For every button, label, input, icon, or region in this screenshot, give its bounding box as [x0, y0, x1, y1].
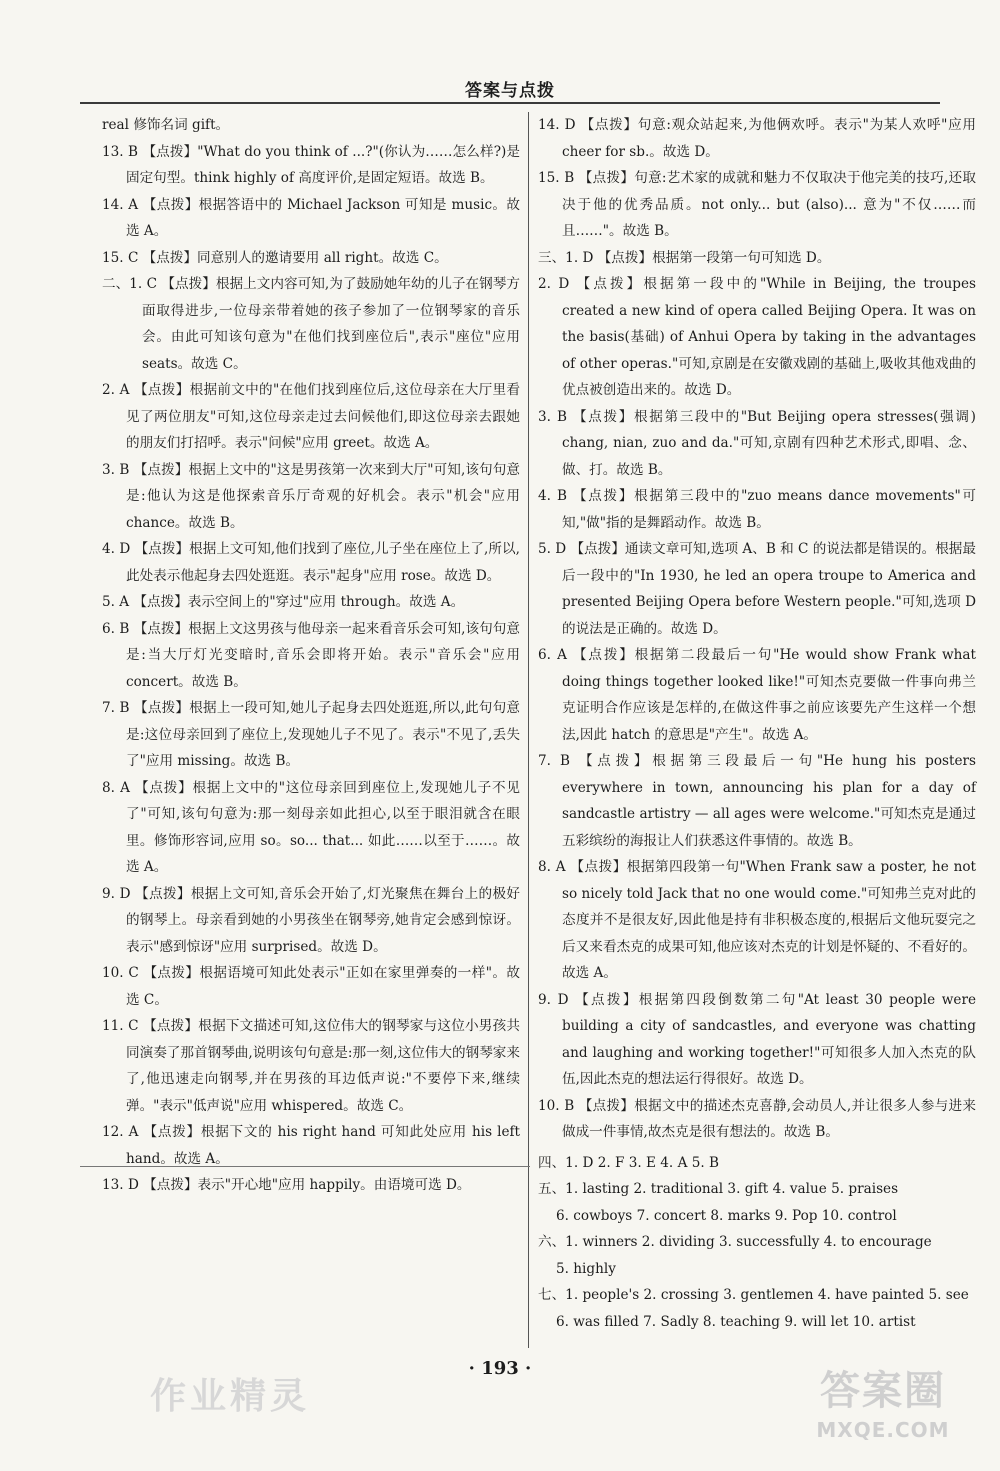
answer-item: 8. A 【点拨】根据上文中的"这位母亲回到座位上,发现她儿子不见了"可知,该句句意为:那一刻母亲如此担心,以至于眼泪就含在眼里。修饰形容词,应用 so。so... that... 如此……以至于……。故选 A。	[102, 779, 520, 875]
answer-item: 5. A 【点拨】表示空间上的"穿过"应用 through。故选 A。	[102, 594, 465, 610]
watermark-logo-text: 答案圈	[820, 1368, 946, 1414]
answer-item: 3. B 【点拨】根据上文中的"这是男孩第一次来到大厅"可知,该句句意是:他认为这是他探索音乐厅奇观的好机会。表示"机会"应用 chance。故选 B。	[102, 461, 520, 531]
answer-item: 三、1. D 【点拨】根据第一段第一句可知选 D。	[538, 249, 831, 266]
watermark-url: MXQE.COM	[816, 1418, 950, 1442]
answer-item: 7. B 【点拨】根据第三段最后一句"He hung his posters everywhere in town, announcing his plan for a day of sandcastle artistry — all ages were welcome."可知杰克是通过五彩缤纷的海报让人们获悉这件事情的。故选 B。	[538, 753, 976, 849]
short-answer-line: 六、1. winners 2. dividing 3. successfully 4. to encourage	[538, 1234, 932, 1250]
answer-item: 11. C 【点拨】根据下文描述可知,这位伟大的钢琴家与这位小男孩共同演奏了那首钢琴曲,说明该句句意是:那一刻,这位伟大的钢琴家来了,他迅速走向钢琴,并在男孩的耳边低声说:"不要停下来,继续弹。"表示"低声说"应用 whispered。故选 C。	[102, 1018, 520, 1114]
site-watermark	[788, 1365, 978, 1457]
answer-item: 13. B 【点拨】"What do you think of ...?"(你认为……怎么样?)是固定句型。think highly of 高度评价,是固定短语。故选 B。	[102, 143, 520, 186]
answer-item: 9. D 【点拨】根据第四段倒数第二句"At least 30 people were building a city of sandcastles, and everyone was chatting and laughing and working together!"可知很多人加入杰克的队伍,因此杰克的想法运行得很好。故选 D。	[538, 991, 976, 1087]
answer-item: 15. B 【点拨】句意:艺术家的成就和魅力不仅取决于他完美的技巧,还取决于他的优秀品质。not only... but (also)... 意为"不仅……而且……"。故选 B。	[538, 170, 976, 239]
page-header	[80, 76, 940, 104]
answer-item: 14. D 【点拨】句意:观众站起来,为他俩欢呼。表示"为某人欢呼"应用 cheer for sb.。故选 D。	[538, 117, 976, 160]
answer-item: 13. D 【点拨】表示"开心地"应用 happily。由语境可选 D。	[102, 1177, 471, 1193]
answer-item: 3. B 【点拨】根据第三段中的"But Beijing opera stresses(强调) chang, nian, zuo and da."可知,京剧有四种艺术形式,即唱、念、做、打。故选 B。	[538, 408, 976, 478]
answer-item: 二、1. C 【点拨】根据上文内容可知,为了鼓励她年幼的儿子在钢琴方面取得进步,一位母亲带着她的孩子参加了一位钢琴家的音乐会。由此可知该句意为"在他们找到座位后",表示"座位"应用 seats。故选 C。	[102, 276, 520, 372]
answer-item: 2. A 【点拨】根据前文中的"在他们找到座位后,这位母亲在大厅里看见了两位朋友"可知,这位母亲走过去问候他们,即这位母亲去跟她的朋友们打招呼。表示"问候"应用 greet。故选 A。	[102, 382, 520, 451]
answer-item: 8. A 【点拨】根据第四段第一句"When Frank saw a poster, he not so nicely told Jack that no one would come."可知弗兰克对此的态度并不是很友好,因此他是持有非积极态度的,根据后文他玩耍完之后又来看杰克的成果可知,他应该对杰克的计划是怀疑的、不看好的。故选 A。	[538, 859, 977, 981]
answer-item: 2. D 【点拨】根据第一段中的"While in Beijing, the troupes created a new kind of opera called Beijing Opera. It was on the basis(基础) of Anhui Opera by taking in the advantages of other operas."可知,京剧是在安徽戏剧的基础上,吸收其他戏曲的优点被创造出来的。故选 D。	[538, 276, 976, 398]
header-title: 答案与点拨	[465, 81, 555, 101]
short-answer-block	[538, 1150, 976, 1336]
answer-item: 12. A 【点拨】根据下文的 his right hand 可知此处应用 his left hand。故选 A。	[102, 1124, 520, 1167]
short-answer-line: 七、1. people's 2. crossing 3. gentlemen 4. have painted 5. see	[538, 1287, 969, 1303]
page-number: · 193 ·	[468, 1358, 532, 1379]
column-divider	[528, 112, 529, 1348]
answer-item: 9. D 【点拨】根据上文可知,音乐会开始了,灯光聚焦在舞台上的极好的钢琴上。母亲看到她的小男孩坐在钢琴旁,她肯定会感到惊讶。表示"感到惊讶"应用 surprised。故选 D。	[102, 885, 520, 955]
answer-item: 14. A 【点拨】根据答语中的 Michael Jackson 可知是 music。故选 A。	[102, 196, 520, 239]
answer-item: real 修饰名词 gift。	[102, 117, 230, 133]
answer-item: 10. B 【点拨】根据文中的描述杰克喜静,会动员人,并让很多人参与进来做成一件事情,故杰克是很有想法的。故选 B。	[538, 1097, 976, 1140]
short-answer-line: 五、1. lasting 2. traditional 3. gift 4. value 5. praises	[538, 1181, 899, 1197]
answer-item: 4. B 【点拨】根据第三段中的"zuo means dance movements"可知,"做"指的是舞蹈动作。故选 B。	[538, 488, 976, 531]
short-answer-line: 四、1. D 2. F 3. E 4. A 5. B	[538, 1154, 719, 1171]
answer-item: 7. B 【点拨】根据上一段可知,她儿子起身去四处逛逛,所以,此句句意是:这位母亲回到了座位上,发现她儿子不见了。表示"不见了,丢失了"应用 missing。故选 B。	[102, 700, 520, 769]
short-answer-line: 5. highly	[556, 1260, 616, 1277]
answer-item: 5. D 【点拨】通读文章可知,选项 A、B 和 C 的说法都是错误的。根据最后一段中的"In 1930, he led an opera troupe to America and presented Beijing Opera before Western people."可知,选项 D 的说法是正确的。故选 D。	[538, 541, 976, 637]
short-answer-line: 6. was filled 7. Sadly 8. teaching 9. will let 10. artist	[556, 1313, 916, 1330]
answer-item: 4. D 【点拨】根据上文可知,他们找到了座位,儿子坐在座位上了,所以,此处表示他起身去四处逛逛。表示"起身"应用 rose。故选 D。	[102, 541, 520, 584]
answer-item: 6. B 【点拨】根据上文这男孩与他母亲一起来看音乐会可知,该句句意是:当大厅灯光变暗时,音乐会即将开始。表示"音乐会"应用 concert。故选 B。	[102, 620, 520, 690]
answer-item: 15. C 【点拨】同意别人的邀请要用 all right。故选 C。	[102, 249, 448, 266]
short-answer-line: 6. cowboys 7. concert 8. marks 9. Pop 10. control	[556, 1207, 897, 1224]
answer-item: 10. C 【点拨】根据语境可知此处表示"正如在家里弹奏的一样"。故选 C。	[102, 965, 520, 1008]
left-column	[102, 112, 520, 1199]
answer-item: 6. A 【点拨】根据第二段最后一句"He would show Frank what doing things together looked like!"可知杰克要做一件事向弗兰克证明合作应该是怎样的,在做这件事之前应该要先产生这样一个想法,因此 hatch 的意思是"产生"。故选 A。	[538, 647, 976, 743]
right-column	[538, 112, 976, 1335]
stamp-text: 作业精灵	[150, 1376, 311, 1417]
